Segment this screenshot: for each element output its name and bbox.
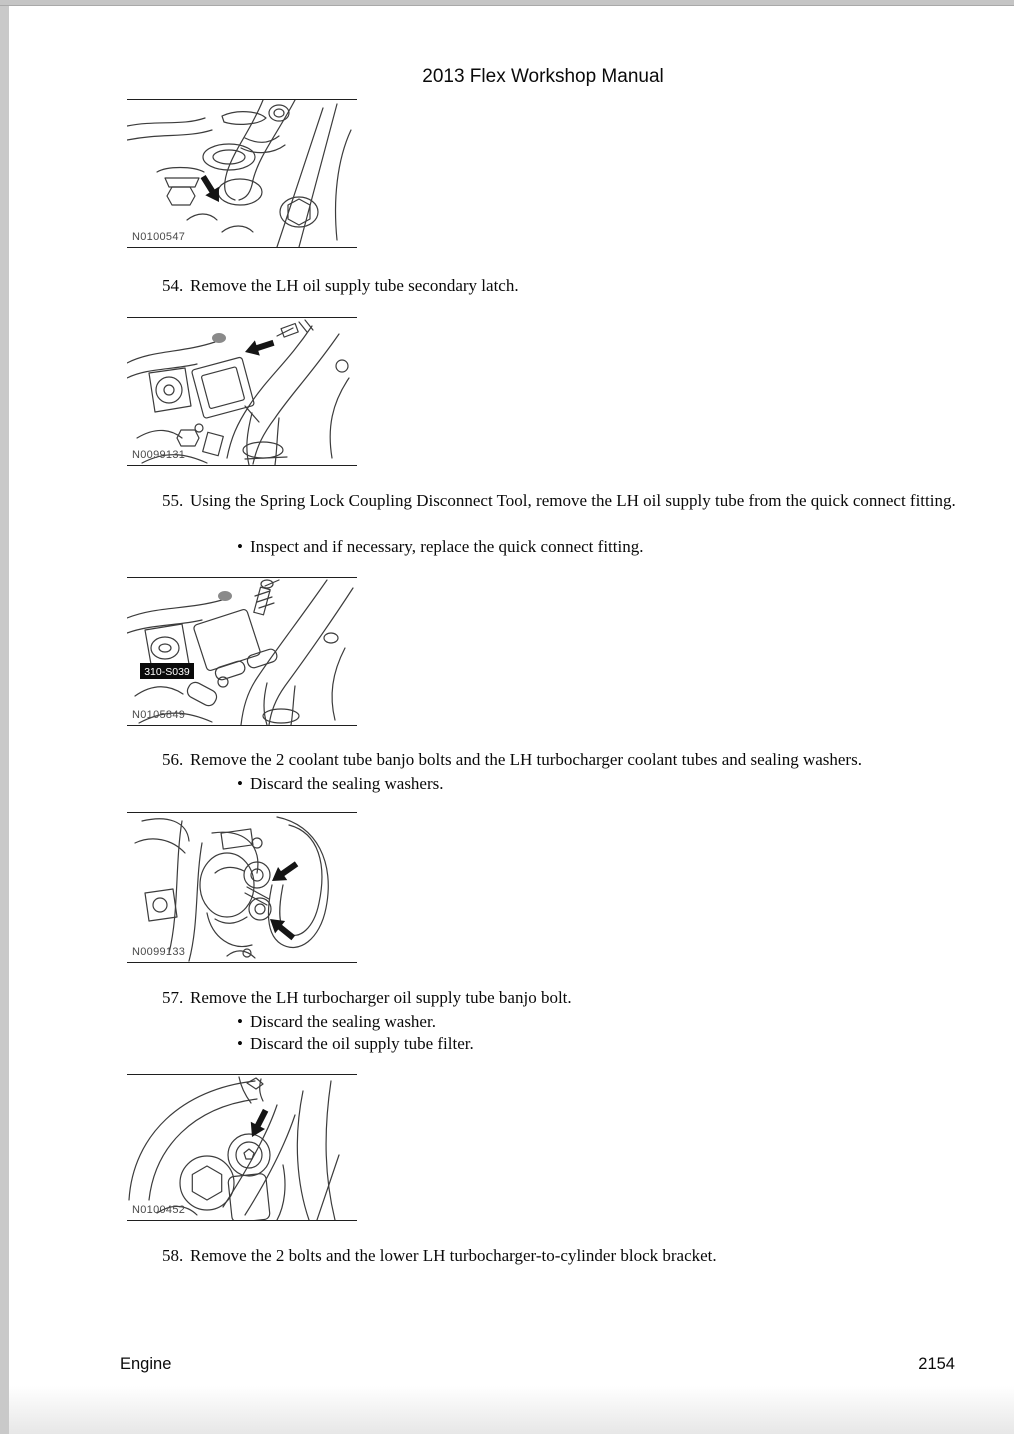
tool-number-text: 310-S039 — [144, 666, 190, 678]
step-number: 57. — [162, 988, 184, 1007]
step-58 — [162, 1245, 968, 1267]
step-number: 56. — [162, 750, 184, 769]
step-57 — [162, 987, 968, 1009]
bullet-text: Discard the sealing washers. — [249, 774, 444, 793]
page-header-title: 2013 Flex Workshop Manual — [422, 66, 664, 87]
step-number: 55. — [162, 491, 184, 510]
bullet-text: Discard the sealing washer. — [249, 1012, 436, 1031]
figure-oil-supply-tube-latch — [127, 99, 357, 248]
bullet-text: Inspect and if necessary, replace the quick connect fitting. — [249, 537, 644, 556]
bullet-icon: • — [237, 774, 243, 793]
bullet-icon: • — [237, 537, 243, 556]
bullet-icon: • — [237, 1012, 243, 1031]
footer-page-number: 2154 — [918, 1355, 955, 1373]
engine-illustration — [127, 578, 357, 725]
engine-illustration — [127, 318, 357, 465]
step-55-bullet — [237, 536, 927, 558]
page-bottom-shadow — [9, 1386, 1014, 1434]
step-56 — [162, 749, 968, 771]
figure-spring-lock-coupling — [127, 317, 357, 466]
pointer-arrow-icon — [243, 335, 276, 359]
pointer-arrow-icon — [245, 1107, 273, 1141]
engine-illustration — [127, 813, 357, 962]
figure-coolant-banjo-bolts — [127, 812, 357, 963]
step-56-bullet — [237, 773, 927, 795]
engine-illustration — [127, 100, 357, 247]
figure-id-label: N0099131 — [132, 449, 186, 461]
figure-id-label: N0100452 — [132, 1204, 186, 1216]
step-54 — [162, 275, 968, 297]
pointer-arrow-icon — [196, 172, 225, 206]
figure-id-label: N0100547 — [132, 231, 186, 243]
step-text: Remove the 2 coolant tube banjo bolts and the LH turbocharger coolant tubes and sealing washers. — [190, 750, 862, 769]
step-text: Remove the 2 bolts and the lower LH turbocharger-to-cylinder block bracket. — [190, 1246, 717, 1265]
step-number: 54. — [162, 276, 184, 295]
pointer-arrow-icon — [267, 857, 301, 887]
figure-id-label: N0105849 — [132, 709, 186, 721]
figure-block-bracket-bolts — [127, 1074, 357, 1221]
figure-disconnect-tool — [127, 577, 357, 726]
engine-illustration — [127, 1075, 357, 1220]
step-55 — [162, 490, 968, 512]
bullet-icon: • — [237, 1034, 243, 1053]
step-57-bullet-2 — [237, 1033, 927, 1055]
footer-section-label: Engine — [120, 1355, 172, 1373]
step-text: Remove the LH oil supply tube secondary latch. — [190, 276, 519, 295]
step-57-bullet-1 — [237, 1011, 927, 1033]
step-text: Remove the LH turbocharger oil supply tube banjo bolt. — [190, 988, 572, 1007]
bullet-text: Discard the oil supply tube filter. — [249, 1034, 474, 1053]
step-number: 58. — [162, 1246, 184, 1265]
step-text: Using the Spring Lock Coupling Disconnect Tool, remove the LH oil supply tube from the quick connect fitting. — [190, 491, 956, 510]
figure-id-label: N0099133 — [132, 946, 186, 958]
